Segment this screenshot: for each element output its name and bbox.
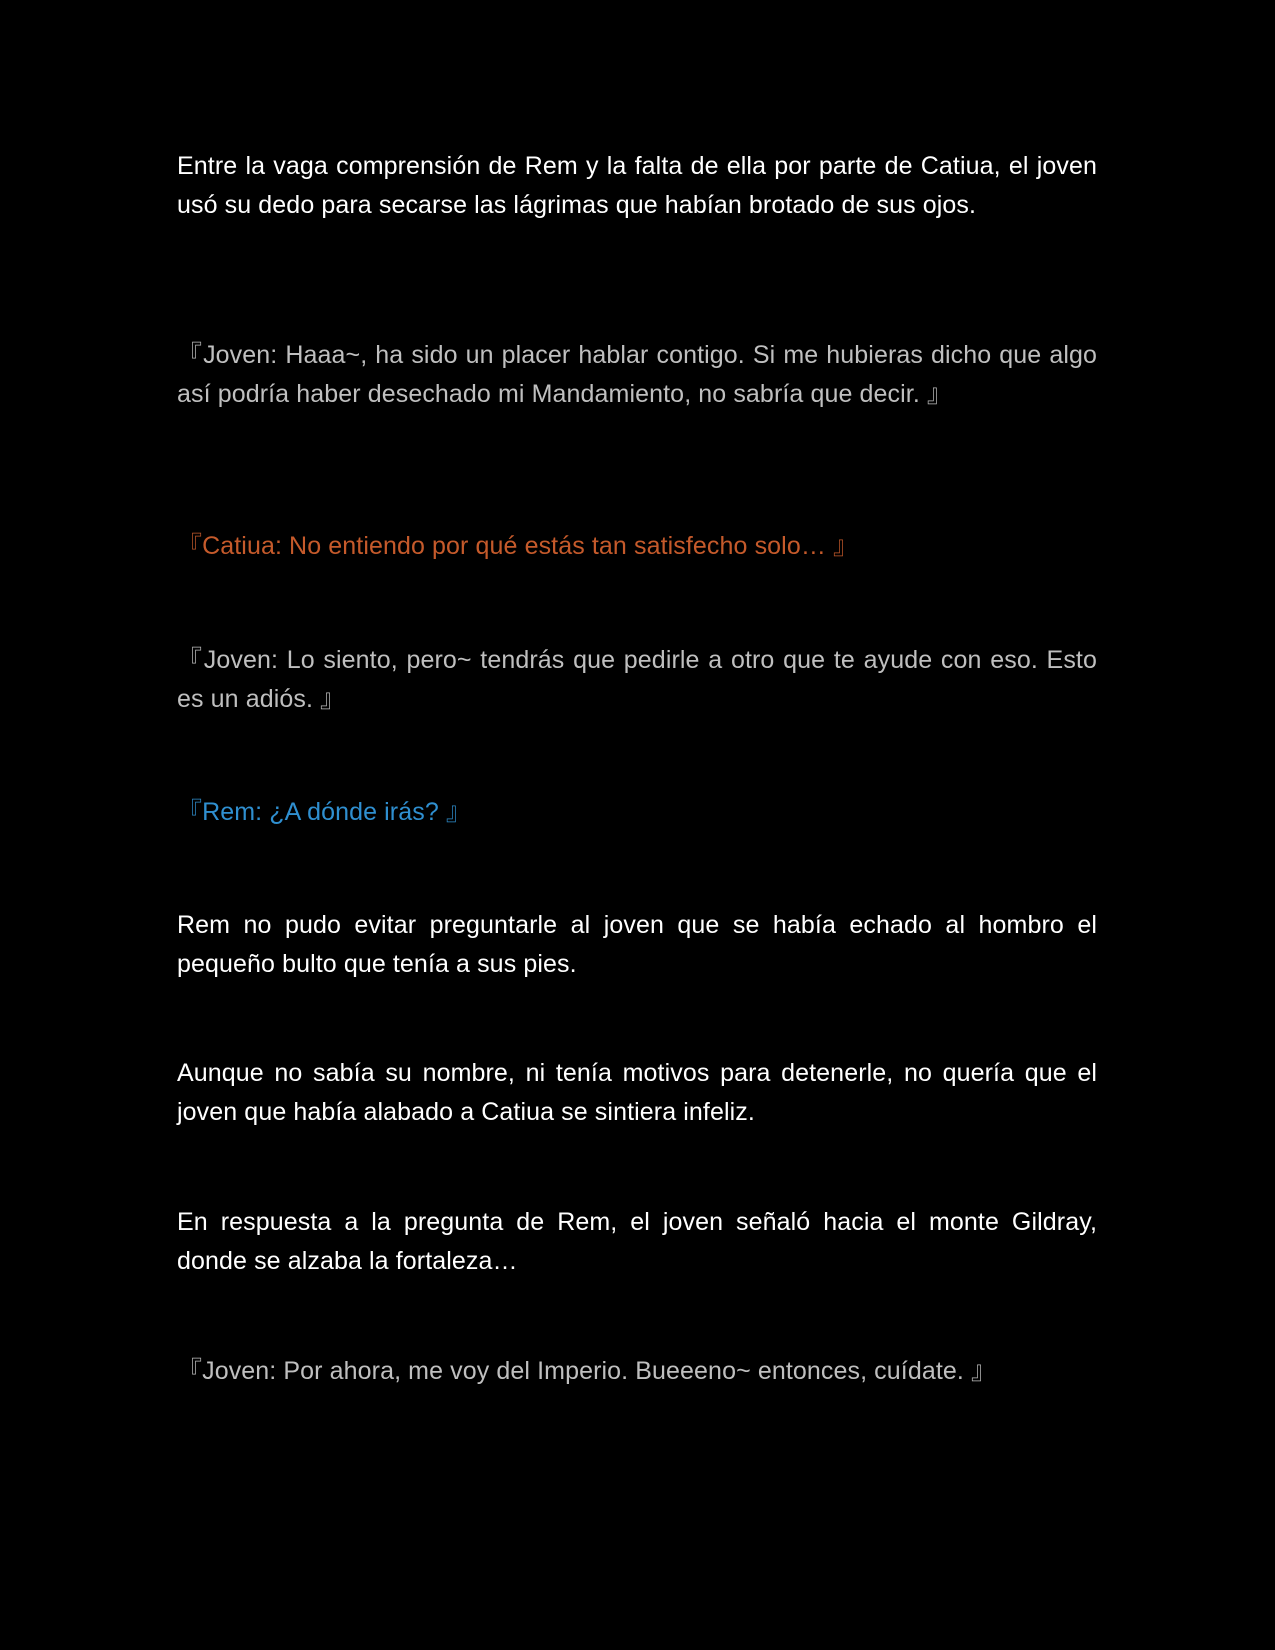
narration-paragraph: Rem no pudo evitar preguntarle al joven que se había echado al hombro el pequeño bulto que tenía a sus pies. bbox=[177, 911, 1097, 978]
narration-paragraph: Aunque no sabía su nombre, ni tenía motivos para detenerle, no quería que el joven que había alabado a Catiua se sintiera infeliz. bbox=[177, 1059, 1097, 1126]
narration-paragraph: En respuesta a la pregunta de Rem, el joven señaló hacia el monte Gildray, donde se alzaba la fortaleza… bbox=[177, 1208, 1097, 1275]
joven-dialogue-line: 『Joven: Haaa~, ha sido un placer hablar contigo. Si me hubieras dicho que algo así podría haber desechado mi Mandamiento, no sabría que decir. 』 bbox=[177, 341, 1097, 408]
joven-dialogue-line: 『Joven: Por ahora, me voy del Imperio. Bueeeno~ entonces, cuídate. 』 bbox=[177, 1357, 997, 1385]
catiua-dialogue-line: 『Catiua: No entiendo por qué estás tan satisfecho solo… 』 bbox=[177, 532, 859, 560]
joven-dialogue-line: 『Joven: Lo siento, pero~ tendrás que pedirle a otro que te ayude con eso. Esto es un adiós. 』 bbox=[177, 646, 1097, 713]
narration-paragraph: Entre la vaga comprensión de Rem y la falta de ella por parte de Catiua, el joven usó su dedo para secarse las lágrimas que habían brotado de sus ojos. bbox=[177, 152, 1097, 219]
rem-dialogue-line: 『Rem: ¿A dónde irás? 』 bbox=[177, 798, 471, 826]
